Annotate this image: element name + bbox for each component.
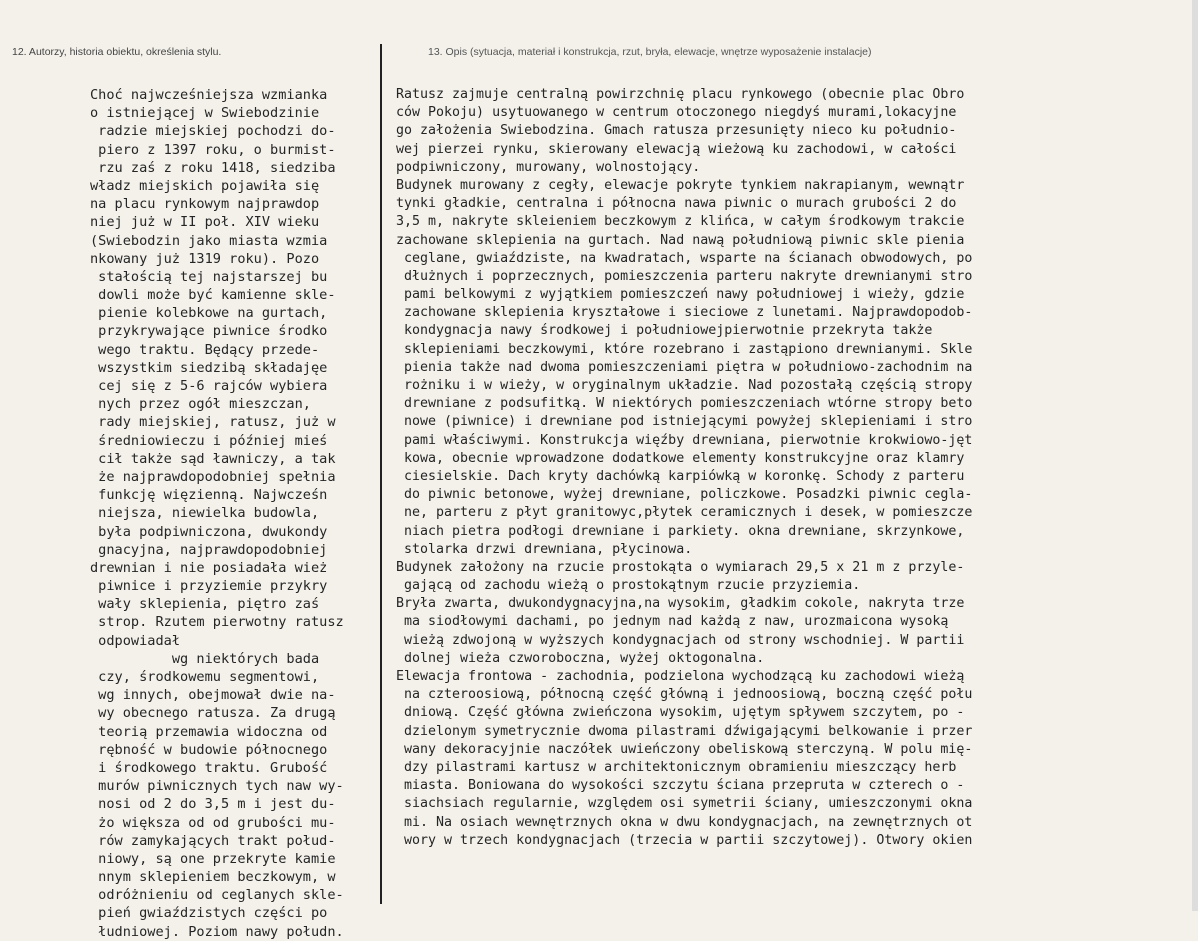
text-line: żo większa od od grubości mu- xyxy=(90,814,336,831)
text-line: wały sklepienia, piętro zaś xyxy=(90,596,320,613)
text-line: drewnian i nie posiadała wież xyxy=(90,559,328,576)
text-line: murów piwnicznych tych naw wy- xyxy=(90,778,344,795)
text-line: dzielonym symetrycznie dwoma pilastrami dźwigającymi belkowanie i przer xyxy=(396,723,973,739)
scan-edge xyxy=(1192,0,1198,911)
text-line: nnym sklepieniem beczkowym, w xyxy=(90,869,336,886)
text-line: przykrywające piwnice środko xyxy=(90,323,328,340)
text-line: kowa, obecnie wprowadzone dodatkowe elementy konstrukcyjne oraz klamry xyxy=(396,450,965,466)
text-line: gnacyjna, najprawdopodobniej xyxy=(90,541,328,558)
history-column xyxy=(90,86,382,941)
text-line: podpiwniczony, murowany, wolnostojący. xyxy=(396,159,701,175)
text-line: dniową. Część główna zwieńczona wysokim, ujętym spływem szczytem, po - xyxy=(396,705,965,721)
text-line: odróżnieniu od ceglanych skle- xyxy=(90,887,344,904)
text-line: była podpiwniczona, dwukondy xyxy=(90,523,328,540)
text-line: sklepieniami beczkowymi, które rozebrano i zastąpiono drewnianymi. Skle xyxy=(396,341,973,357)
text-line: rębność w budowie północnego xyxy=(90,741,328,758)
text-line: stałością tej najstarszej bu xyxy=(90,268,328,285)
text-line: stolarka drzwi drewniana, płycinowa. xyxy=(396,541,693,557)
text-line: wego traktu. Będący przede- xyxy=(90,341,320,358)
text-line: na czteroosiową, północną część główną i jednoosiową, boczną część połu xyxy=(396,687,973,703)
text-line: strop. Rzutem pierwotny ratusz xyxy=(90,614,344,631)
text-line: siachsiach regularnie, względem osi symetrii ściany, umieszczonymi okna xyxy=(396,796,973,812)
text-line: nosi od 2 do 3,5 m i jest du- xyxy=(90,796,336,813)
text-line: łudniowej. Poziom nawy połudn. xyxy=(90,923,344,940)
text-line: nych przez ogół mieszczan, xyxy=(90,396,311,413)
text-line: niach pietra podłogi drewniane i parkiety. okna drewniane, skrzynkowe, xyxy=(396,523,965,539)
text-line: niejsza, niewielka budowla, xyxy=(90,505,320,522)
text-line: Budynek założony na rzucie prostokąta o wymiarach 29,5 x 21 m z przyle- xyxy=(396,559,965,575)
text-line: wg niektórych bada xyxy=(90,650,320,667)
text-line: dłużnych i poprzecznych, pomieszczenia parteru nakryte drewnianymi stro xyxy=(396,268,973,284)
text-line: piero z 1397 roku, o burmist- xyxy=(90,141,336,158)
text-line: dolnej wieża czworoboczna, wyżej oktogonalna. xyxy=(396,650,765,666)
section-12-header: 12. Autorzy, historia obiektu, określenia stylu. xyxy=(12,46,222,58)
text-line: radzie miejskiej pochodzi do- xyxy=(90,123,336,140)
text-line: ne, parteru z płyt granitowyc,płytek ceramicznych i desek, w pomieszcze xyxy=(396,505,973,521)
text-line: ców Pokoju) usytuowanego w centrum otoczonego niegdyś murami,lokacyjne xyxy=(396,105,957,121)
text-line: ma siodłowymi dachami, po jednym nad każdą z naw, urozmaicona wysoką xyxy=(396,614,949,630)
text-line: Budynek murowany z cegły, elewacje pokryte tynkiem nakrapianym, wewnątr xyxy=(396,177,965,193)
text-line: Choć najwcześniejsza wzmianka xyxy=(90,87,328,103)
text-line: odpowiadał xyxy=(90,632,181,649)
text-line: gającą od zachodu wieżą o prostokątnym rzucie przyziemia. xyxy=(396,578,861,594)
text-line: nkowany już 1319 roku). Pozo xyxy=(90,250,320,267)
text-line: Ratusz zajmuje centralną powirzchnię placu rynkowego (obecnie plac Obro xyxy=(396,87,965,102)
text-line: wory w trzech kondygnacjach (trzecia w partii szczytowej). Otwory okien xyxy=(396,832,973,848)
text-line: średniowieczu i później mieś xyxy=(90,432,328,449)
text-line: rożniku i w wieży, w oryginalnym układzie. Nad pozostałą częścią stropy xyxy=(396,378,973,393)
text-line: funkcję więzienną. Najwcześn xyxy=(90,487,328,504)
text-line: pienie kolebkowe na gurtach, xyxy=(90,305,328,322)
text-line: pień gwiaździstych części po xyxy=(90,905,328,922)
text-line: zachowane sklepienia kryształowe i sieciowe z lunetami. Najprawdopodob- xyxy=(396,305,973,321)
text-line: zachowane sklepienia na gurtach. Nad nawą południową piwnic skle pienia xyxy=(396,232,965,248)
text-line: kondygnacja nawy środkowej i południowejpierwotnie przekryta także xyxy=(396,323,933,339)
text-line: teorią przemawia widoczna od xyxy=(90,723,328,740)
text-line: wej pierzei rynku, skierowany elewacją wieżową ku zachodowi, w całości xyxy=(396,141,957,157)
text-line: rów zamykających trakt połud- xyxy=(90,832,336,849)
text-line: drewniane z podsufitką. W niektórych pomieszczeniach wtórne stropy beto xyxy=(396,396,973,412)
text-line: wany dekoracyjnie naczółek uwieńczony obeliskową sterczyną. W polu mię- xyxy=(396,741,973,757)
text-line: Bryła zwarta, dwukondygnacyjna,na wysokim, gładkim cokole, nakryta trze xyxy=(396,596,965,612)
text-line: rady miejskiej, ratusz, już w xyxy=(90,414,336,431)
text-line: mi. Na osiach wewnętrznych okna w dwu kondygnacjach, na zewnętrznych ot xyxy=(396,814,973,830)
text-line: pami belkowymi z wyjątkiem pomieszczeń nawy południowej i wieży, gdzie xyxy=(396,287,965,303)
text-line: władz miejskich pojawiła się xyxy=(90,177,320,194)
text-line: Elewacja frontowa - zachodnia, podzielona wychodzącą ku zachodowi wieżą xyxy=(396,669,965,684)
text-line: (Swiebodzin jako miasta wzmia xyxy=(90,232,328,249)
text-line: o istniejącej w Swiebodzinie xyxy=(90,105,320,122)
text-line: 3,5 m, nakryte skleieniem beczkowym z klińca, w całym środkowym trakcie xyxy=(396,214,965,230)
text-line: wszystkim siedzibą składajęe xyxy=(90,359,328,376)
text-line: czy, środkowemu segmentowi, xyxy=(90,669,320,685)
text-line: go założenia Swiebodzina. Gmach ratusza przesunięty nieco ku południo- xyxy=(396,123,957,139)
text-line: wieżą zdwojoną w wyższych kondygnacjach od strony wschodniej. W partii xyxy=(396,632,965,648)
text-line: niej już w II poł. XIV wieku xyxy=(90,214,320,231)
text-line: cej się z 5-6 rajców wybiera xyxy=(90,378,328,394)
section-13-header: 13. Opis (sytuacja, materiał i konstrukcja, rzut, bryła, elewacje, wnętrze wyposażenie instalacje) xyxy=(428,46,872,58)
text-line: dowli może być kamienne skle- xyxy=(90,287,336,304)
description-column xyxy=(396,86,1196,850)
text-line: cił także sąd ławniczy, a tak xyxy=(90,450,336,467)
text-line: że najprawdopodobniej spełnia xyxy=(90,468,336,485)
text-line: ceglane, gwiaździste, na kwadratach, wsparte na ścianach obwodowych, po xyxy=(396,250,973,266)
text-line: do piwnic betonowe, wyżej drewniane, policzkowe. Posadzki piwnic cegla- xyxy=(396,487,973,503)
text-line: miasta. Boniowana do wysokości szczytu ściana przepruta w czterech o - xyxy=(396,778,965,794)
text-line: pienia także nad dwoma pomieszczeniami piętra w południowo-zachodnim na xyxy=(396,359,973,375)
text-line: pami właściwymi. Konstrukcja więźby drewniana, pierwotnie krokwiowo-jęt xyxy=(396,432,973,448)
text-line: wg innych, obejmował dwie na- xyxy=(90,687,336,704)
text-line: ciesielskie. Dach kryty dachówką karpiówką w koronkę. Schody z parteru xyxy=(396,468,965,484)
text-line: piwnice i przyziemie przykry xyxy=(90,578,328,595)
text-line: na placu rynkowym najprawdop xyxy=(90,196,320,213)
text-line: niowy, są one przekryte kamie xyxy=(90,850,336,867)
text-line: i środkowego traktu. Grubość xyxy=(90,759,328,776)
text-line: tynki gładkie, centralna i północna nawa piwnic o murach grubości 2 do xyxy=(396,196,957,212)
text-line: rzu zaś z roku 1418, siedziba xyxy=(90,159,336,176)
text-line: nowe (piwnice) i drewniane pod istniejącymi powyżej sklepieniami i stro xyxy=(396,414,973,430)
text-line: wy obecnego ratusza. Za drugą xyxy=(90,705,336,722)
text-line: dzy pilastrami kartusz w architektonicznym obramieniu mieszczący herb xyxy=(396,759,957,775)
